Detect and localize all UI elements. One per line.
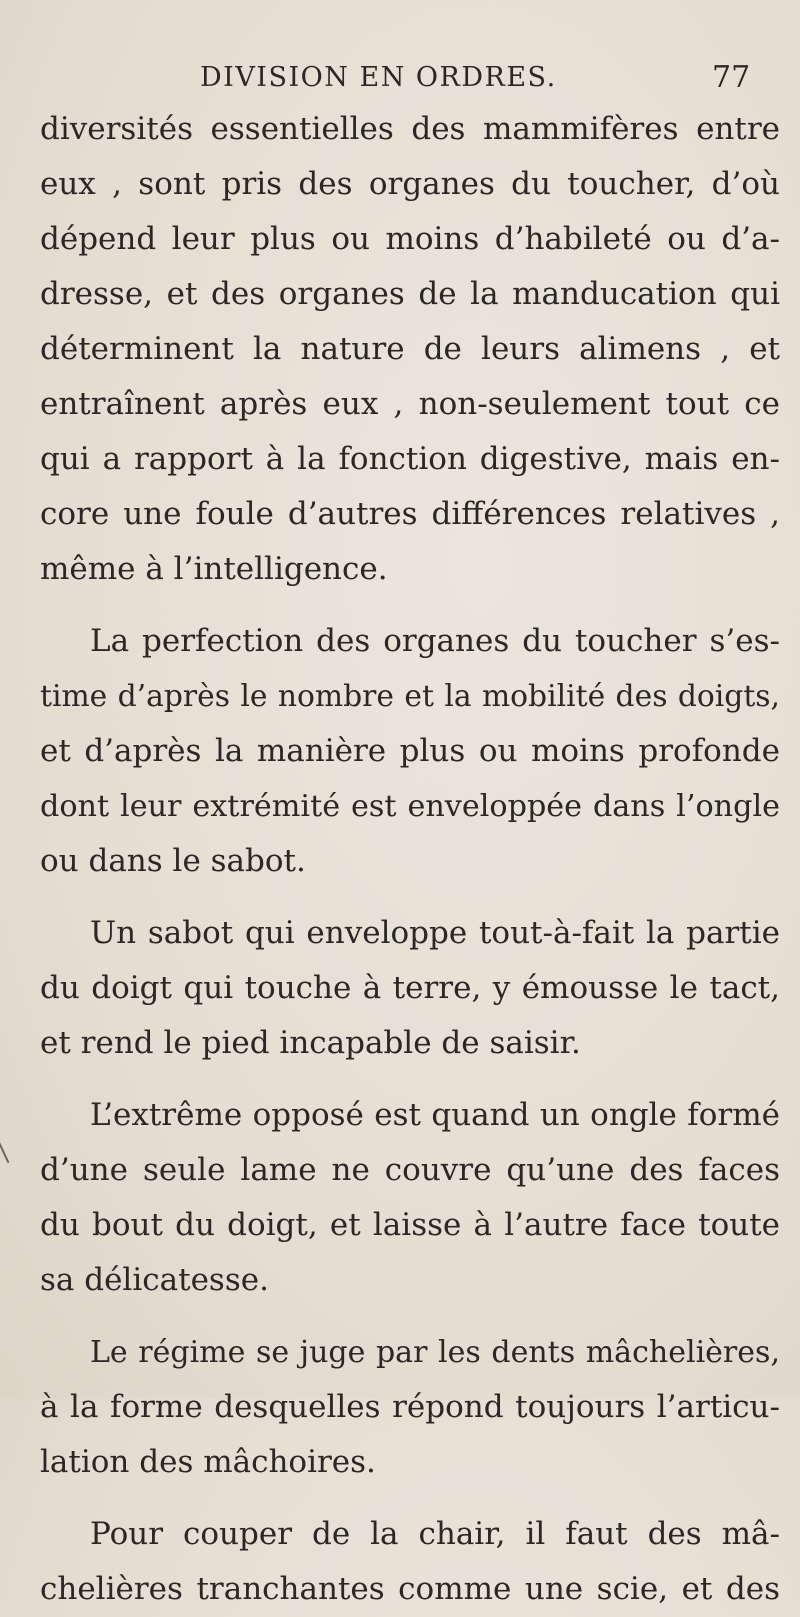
paragraph-5 bbox=[40, 1325, 780, 1490]
paragraph-4 bbox=[40, 1088, 780, 1308]
text-line: du doigt qui touche à terre, y émousse le tact, bbox=[40, 970, 780, 1006]
text-line: time d’après le nombre et la mobilité des doigts, bbox=[40, 679, 780, 714]
margin-mark bbox=[0, 1139, 9, 1163]
text-line-last: ou dans le sabot. bbox=[40, 843, 306, 879]
text-line-last: sa délicatesse. bbox=[40, 1262, 269, 1298]
text-line: core une foule d’autres différences relatives , bbox=[40, 496, 780, 532]
text-line: et d’après la manière plus ou moins profonde bbox=[40, 733, 780, 769]
text-line-indented: Un sabot qui enveloppe tout-à-fait la partie bbox=[90, 915, 780, 951]
paragraph-6 bbox=[40, 1507, 780, 1617]
paragraph-gap bbox=[40, 1490, 780, 1507]
text-line: à la forme desquelles répond toujours l’articu- bbox=[40, 1389, 780, 1425]
page-number: 77 bbox=[712, 60, 751, 95]
paragraph-2 bbox=[40, 614, 780, 889]
text-line: eux , sont pris des organes du toucher, d’où bbox=[40, 166, 780, 202]
paragraph-1 bbox=[40, 102, 780, 597]
text-line-last: et rend le pied incapable de saisir. bbox=[40, 1025, 581, 1061]
paragraph-gap bbox=[40, 1308, 780, 1325]
text-line: du bout du doigt, et laisse à l’autre face toute bbox=[40, 1207, 780, 1243]
paragraph-3 bbox=[40, 906, 780, 1071]
paragraph-gap bbox=[40, 889, 780, 906]
text-line: dont leur extrémité est enveloppée dans l’ongle bbox=[40, 789, 780, 824]
paragraph-gap bbox=[40, 1071, 780, 1088]
paragraph-gap bbox=[40, 597, 780, 614]
text-line-indented: Pour couper de la chair, il faut des mâ- bbox=[90, 1516, 780, 1552]
text-line: diversités essentielles des mammifères entre bbox=[40, 111, 780, 147]
text-line: chelières tranchantes comme une scie, et des bbox=[40, 1571, 780, 1607]
text-line: qui a rapport à la fonction digestive, mais en- bbox=[40, 441, 780, 477]
running-title: DIVISION EN ORDRES. bbox=[200, 62, 557, 93]
text-line-indented: Le régime se juge par les dents mâchelières, bbox=[90, 1335, 780, 1370]
text-line: entraînent après eux , non-seulement tout ce bbox=[40, 386, 780, 422]
text-line-indented: La perfection des organes du toucher s’es- bbox=[90, 623, 780, 659]
text-line-last: même à l’intelligence. bbox=[40, 551, 388, 587]
text-line: dresse, et des organes de la manducation qui bbox=[40, 276, 780, 312]
running-head bbox=[0, 62, 800, 102]
text-line: dépend leur plus ou moins d’habileté ou d’a- bbox=[40, 221, 780, 257]
text-line-indented: L’extrême opposé est quand un ongle formé bbox=[90, 1097, 780, 1133]
text-line: d’une seule lame ne couvre qu’une des faces bbox=[40, 1152, 780, 1188]
text-line: déterminent la nature de leurs alimens , et bbox=[40, 331, 780, 367]
body-text bbox=[40, 102, 780, 1617]
text-line-last: lation des mâchoires. bbox=[40, 1444, 376, 1480]
